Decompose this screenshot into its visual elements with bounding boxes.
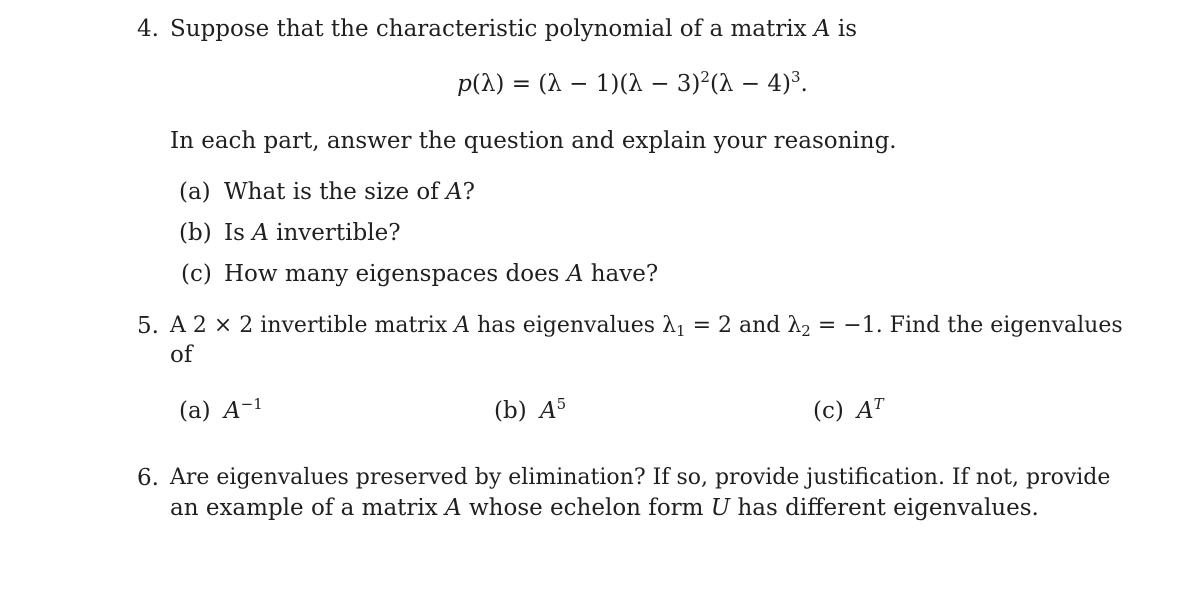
p5-part-b-base: A bbox=[540, 398, 557, 424]
part-a-var: A bbox=[446, 179, 463, 205]
part-b-label: (b) bbox=[179, 220, 212, 246]
p6-var-a: A bbox=[445, 495, 462, 521]
p6-line2-b: whose echelon form bbox=[461, 495, 711, 521]
p5-part-c-exp: T bbox=[873, 395, 884, 413]
part-a-question bbox=[224, 179, 475, 205]
p5-part-b-expr bbox=[540, 395, 567, 424]
matrix-a-var: A bbox=[813, 16, 831, 42]
p5-text3: = 2 and λ bbox=[685, 313, 802, 338]
problem-5-number: 5. bbox=[137, 313, 159, 339]
p5-part-a-base: A bbox=[224, 398, 241, 424]
part-a-prefix: What is the size of bbox=[224, 179, 447, 205]
p5-text2: has eigenvalues λ bbox=[470, 313, 677, 338]
p6-line2-c: has different eigenvalues. bbox=[730, 495, 1039, 521]
eq-exponent-2: 2 bbox=[700, 68, 710, 86]
problem-6-number: 6. bbox=[137, 465, 159, 491]
problem-5-line2: of bbox=[170, 342, 193, 368]
eq-factor-4: (λ − 4) bbox=[709, 71, 791, 97]
part-c-var: A bbox=[566, 261, 584, 287]
part-c-suffix: have? bbox=[583, 261, 659, 287]
eq-period: . bbox=[800, 71, 808, 97]
part-c-prefix: How many eigenspaces does bbox=[224, 261, 567, 287]
p5-part-a-exp: −1 bbox=[240, 395, 263, 413]
p5-sub2: 2 bbox=[801, 322, 811, 340]
p5-part-c-expr bbox=[857, 395, 884, 424]
part-b-var: A bbox=[252, 220, 269, 246]
p6-line2-a: an example of a matrix bbox=[170, 495, 446, 521]
p5-part-c-base: A bbox=[857, 398, 874, 424]
p5-part-a-expr bbox=[224, 395, 263, 424]
p5-part-b-exp: 5 bbox=[556, 395, 567, 413]
part-a-label: (a) bbox=[179, 179, 211, 205]
p5-var-a: A bbox=[454, 313, 471, 338]
p5-text1: A 2 × 2 invertible matrix bbox=[170, 313, 455, 338]
problem-4-intro-suffix: is bbox=[830, 16, 858, 42]
part-a-suffix: ? bbox=[462, 179, 476, 205]
part-c-label: (c) bbox=[181, 261, 212, 287]
p5-text4: = −1. Find the eigenvalues bbox=[810, 313, 1123, 338]
part-b-suffix: invertible? bbox=[268, 220, 401, 246]
problem-6-line1: Are eigenvalues preserved by elimination? If so, provide justification. If not, provide bbox=[170, 465, 1111, 490]
problem-4-number: 4. bbox=[137, 16, 159, 42]
eq-factors: (λ) = (λ − 1)(λ − 3) bbox=[471, 71, 701, 97]
problem-5-line1 bbox=[170, 313, 1123, 338]
p5-part-c-label: (c) bbox=[813, 398, 844, 424]
part-b-prefix: Is bbox=[224, 220, 253, 246]
p5-part-b-label: (b) bbox=[494, 398, 527, 424]
p6-var-u: U bbox=[710, 495, 731, 521]
characteristic-polynomial-equation bbox=[0, 68, 1200, 97]
problem-4-intro-prefix: Suppose that the characteristic polynomial of a matrix bbox=[170, 16, 814, 42]
problem-4-intro bbox=[170, 16, 857, 42]
part-b-question bbox=[224, 220, 401, 246]
eq-p: p bbox=[457, 71, 472, 97]
p5-sub1: 1 bbox=[676, 322, 686, 340]
part-c-question bbox=[224, 261, 658, 287]
p5-part-a-label: (a) bbox=[179, 398, 211, 424]
eq-exponent-3: 3 bbox=[791, 68, 801, 86]
problem-4-instruction: In each part, answer the question and explain your reasoning. bbox=[170, 128, 897, 154]
problem-6-line2 bbox=[170, 495, 1039, 521]
